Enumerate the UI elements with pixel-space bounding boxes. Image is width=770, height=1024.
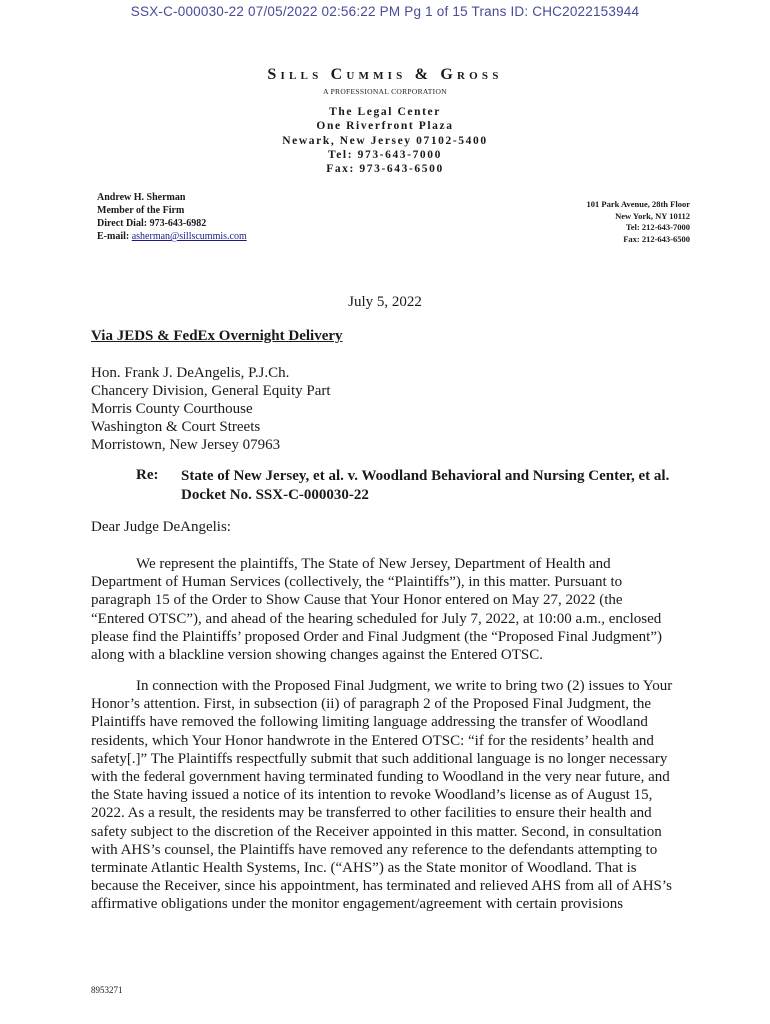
paragraph-line: with AHS’s counsel, the Plaintiffs have removed any reference to the defendants attempting to <box>91 841 658 858</box>
email-link[interactable]: asherman@sillscummis.com <box>131 231 247 242</box>
paragraph-line: 2022. As a result, the residents may be transferred to other facilities to ensure their health and <box>91 805 652 822</box>
ny-office-line: New York, NY 10112 <box>615 210 690 221</box>
paragraph-1 <box>91 555 691 664</box>
paragraph-2 <box>91 677 691 914</box>
sender-direct-dial: Direct Dial: 973-643-6982 <box>97 218 207 229</box>
re-line: State of New Jersey, et al. v. Woodland Behavioral and Nursing Center, et al. <box>181 468 670 484</box>
ny-office-block <box>587 199 691 245</box>
addressee-line: Morris County Courthouse <box>91 401 253 417</box>
firm-address <box>0 105 770 176</box>
paragraph-line: safety[.]” The Plaintiffs respectfully submit that such additional language is no longer necessary <box>91 750 668 767</box>
email-label: E-mail: <box>97 231 132 242</box>
paragraph-line: paragraph 15 of the Order to Show Cause that Your Honor entered on May 27, 2022 (the <box>91 592 623 609</box>
paragraph-line: along with a blackline version showing changes against the Entered OTSC. <box>91 647 543 664</box>
paragraph-line: with the federal government having terminated funding to Woodland in the very near future, and <box>91 769 670 786</box>
ny-office-line: Tel: 212-643-7000 <box>625 222 690 232</box>
address-line: The Legal Center <box>329 106 441 118</box>
addressee-line: Hon. Frank J. DeAngelis, P.J.Ch. <box>91 365 290 381</box>
paragraph-line: In connection with the Proposed Final Judgment, we write to bring two (2) issues to Your <box>136 678 673 694</box>
addressee-line: Washington & Court Streets <box>91 419 261 435</box>
paragraph-line: terminate Atlantic Health Systems, Inc. (“AHS”) as the State monitor of Woodland. That is <box>91 860 637 877</box>
address-line: Newark, New Jersey 07102-5400 <box>282 134 488 147</box>
paragraph-line: affirmative obligations under the monitor engagement/agreement with certain provisions <box>91 896 624 913</box>
re-line: Docket No. SSX-C-000030-22 <box>181 487 369 503</box>
ny-office-line: 101 Park Avenue, 28th Floor <box>586 199 690 209</box>
firm-name: Sills Cummis & Gross <box>267 66 503 83</box>
address-line: Fax: 973-643-6500 <box>326 163 444 176</box>
paragraph-line: because the Receiver, since his appointment, has terminated and relieved AHS from all of AHS’s <box>91 878 672 895</box>
paragraph-line: Plaintiffs have removed the following limiting language addressing the transfer of Woodland <box>91 714 648 731</box>
ny-office-line: Fax: 212-643-6500 <box>623 233 690 244</box>
re-label: Re: <box>136 467 159 483</box>
filing-stamp: SSX-C-000030-22 07/05/2022 02:56:22 PM Pg 1 of 15 Trans ID: CHC2022153944 <box>130 4 640 19</box>
address-line: One Riverfront Plaza <box>316 120 454 133</box>
firm-subtitle: A PROFESSIONAL CORPORATION <box>323 87 447 96</box>
paragraph-line: Department of Human Services (collectively, the “Plaintiffs”), in this matter. Pursuant to <box>91 574 623 591</box>
addressee-line: Chancery Division, General Equity Part <box>91 383 331 399</box>
paragraph-line: “Entered OTSC”), and ahead of the hearing scheduled for July 7, 2022, at 10:00 a.m., enclosed <box>91 610 662 627</box>
paragraph-line: safety subject to the discretion of the Receiver appointed in this matter. Second, in consultation <box>91 823 662 840</box>
paragraph-line: Honor’s attention. First, in subsection (ii) of paragraph 2 of the Proposed Final Judgment, the <box>91 696 652 713</box>
document-id: 8953271 <box>91 985 123 995</box>
address-line: Tel: 973-643-7000 <box>328 148 442 161</box>
sender-name: Andrew H. Sherman <box>97 192 186 203</box>
salutation: Dear Judge DeAngelis: <box>91 519 231 535</box>
delivery-method: Via JEDS & FedEx Overnight Delivery <box>91 328 343 344</box>
paragraph-line: please find the Plaintiffs’ proposed Order and Final Judgment (the “Proposed Final Judgment”) <box>91 628 662 645</box>
sender-title: Member of the Firm <box>97 205 185 216</box>
letter-date: July 5, 2022 <box>348 294 422 310</box>
addressee-line: Morristown, New Jersey 07963 <box>91 437 281 453</box>
sender-block <box>97 191 247 243</box>
paragraph-line: residents, which Your Honor handwrote in the Entered OTSC: “if for the residents’ health and <box>91 732 654 749</box>
paragraph-line: We represent the plaintiffs, The State of New Jersey, Department of Health and <box>136 556 611 572</box>
re-subject <box>181 467 669 505</box>
sender-email-row <box>97 230 247 243</box>
paragraph-line: the State having issued a notice of its intention to revoke Woodland’s license as of August 15, <box>91 787 653 804</box>
addressee-block <box>91 364 331 454</box>
